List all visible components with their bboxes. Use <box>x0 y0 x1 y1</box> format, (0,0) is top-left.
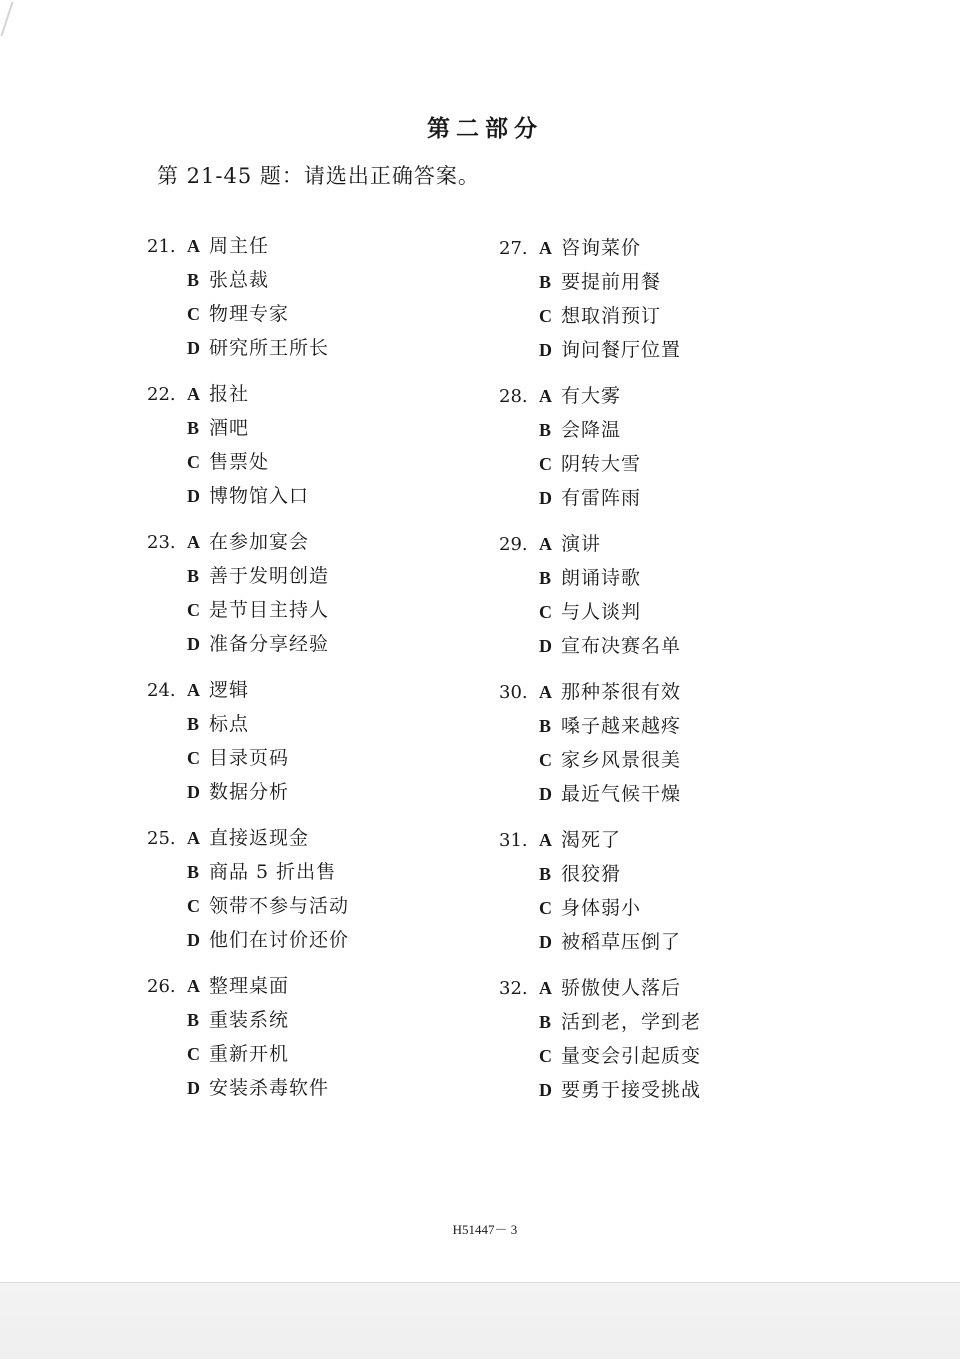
option-letter: B <box>187 714 200 734</box>
question-21 <box>147 232 487 380</box>
question-28 <box>499 382 839 530</box>
option-row <box>147 858 487 892</box>
option-letter: A <box>187 236 200 256</box>
option-text: 安装杀毒软件 <box>209 1077 330 1099</box>
option-text: 渴死了 <box>561 829 622 851</box>
option-text: 整理桌面 <box>209 975 290 997</box>
option-letter: A <box>539 534 552 554</box>
option-letter: B <box>187 418 200 438</box>
option-row <box>147 676 487 710</box>
option-row <box>147 1006 487 1040</box>
option-text: 报社 <box>209 383 250 405</box>
option-row <box>147 630 487 664</box>
option-letter: C <box>539 454 552 474</box>
option-row <box>499 234 839 268</box>
option-row <box>147 266 487 300</box>
question-22 <box>147 380 487 528</box>
scan-bottom-shadow <box>0 1282 960 1359</box>
option-row <box>499 1076 839 1110</box>
option-row <box>499 632 839 666</box>
option-text: 直接返现金 <box>209 827 310 849</box>
question-column-right <box>499 234 839 1122</box>
option-letter: A <box>539 682 552 702</box>
option-letter: D <box>539 636 552 656</box>
option-row <box>147 892 487 926</box>
question-25 <box>147 824 487 972</box>
option-row <box>499 678 839 712</box>
option-row <box>499 302 839 336</box>
option-letter: B <box>187 1010 200 1030</box>
option-letter: A <box>187 384 200 404</box>
option-text: 善于发明创造 <box>209 565 330 587</box>
option-letter: D <box>187 1078 200 1098</box>
question-number: 21. <box>147 236 176 257</box>
option-row <box>499 928 839 962</box>
question-31 <box>499 826 839 974</box>
question-number: 25. <box>147 828 176 849</box>
option-letter: A <box>187 532 200 552</box>
question-number: 24. <box>147 680 176 701</box>
option-text: 很狡猾 <box>561 863 622 885</box>
option-text: 朗诵诗歌 <box>561 567 642 589</box>
question-number: 32. <box>499 978 528 999</box>
option-letter: D <box>539 340 552 360</box>
option-letter: C <box>539 306 552 326</box>
option-letter: A <box>187 680 200 700</box>
option-text: 他们在讨价还价 <box>209 929 350 951</box>
option-text: 演讲 <box>561 533 602 555</box>
option-letter: C <box>187 1044 200 1064</box>
option-text: 有雷阵雨 <box>561 487 642 509</box>
option-text: 那种茶很有效 <box>561 681 682 703</box>
option-letter: A <box>539 386 552 406</box>
option-letter: C <box>187 748 200 768</box>
option-row <box>147 972 487 1006</box>
option-letter: C <box>187 896 200 916</box>
option-letter: B <box>187 270 200 290</box>
option-letter: D <box>187 338 200 358</box>
option-text: 领带不参与活动 <box>209 895 350 917</box>
option-letter: B <box>187 862 200 882</box>
option-text: 酒吧 <box>209 417 250 439</box>
option-row <box>147 926 487 960</box>
option-text: 研究所王所长 <box>209 337 330 359</box>
option-letter: D <box>539 932 552 952</box>
option-text: 阴转大雪 <box>561 453 642 475</box>
option-letter: D <box>539 488 552 508</box>
option-text: 在参加宴会 <box>209 531 310 553</box>
option-text: 嗓子越来越疼 <box>561 715 682 737</box>
option-row <box>147 528 487 562</box>
question-number: 29. <box>499 534 528 555</box>
option-text: 活到老，学到老 <box>561 1011 702 1033</box>
question-27 <box>499 234 839 382</box>
option-text: 标点 <box>209 713 250 735</box>
option-text: 数据分析 <box>209 781 290 803</box>
question-number: 30. <box>499 682 528 703</box>
option-row <box>499 382 839 416</box>
option-letter: A <box>187 976 200 996</box>
option-letter: C <box>187 304 200 324</box>
option-row <box>147 744 487 778</box>
option-row <box>147 710 487 744</box>
question-number: 23. <box>147 532 176 553</box>
option-text: 身体弱小 <box>561 897 642 919</box>
question-number: 22. <box>147 384 176 405</box>
option-row <box>147 414 487 448</box>
option-letter: C <box>539 602 552 622</box>
instruction-text: 第 21-45 题：请选出正确答案。 <box>157 164 480 188</box>
option-row <box>147 482 487 516</box>
question-23 <box>147 528 487 676</box>
option-row <box>147 562 487 596</box>
option-row <box>147 380 487 414</box>
option-letter: C <box>539 1046 552 1066</box>
option-text: 想取消预订 <box>561 305 662 327</box>
option-text: 逻辑 <box>209 679 250 701</box>
option-row <box>499 780 839 814</box>
option-row <box>499 598 839 632</box>
option-row <box>499 860 839 894</box>
option-row <box>499 268 839 302</box>
question-30 <box>499 678 839 826</box>
option-row <box>499 484 839 518</box>
option-letter: B <box>539 272 552 292</box>
option-letter: A <box>187 828 200 848</box>
option-letter: B <box>539 1012 552 1032</box>
option-letter: A <box>539 978 552 998</box>
option-row <box>499 450 839 484</box>
option-text: 要提前用餐 <box>561 271 662 293</box>
option-text: 目录页码 <box>209 747 290 769</box>
option-text: 最近气候干燥 <box>561 783 682 805</box>
option-row <box>499 1008 839 1042</box>
option-text: 有大雾 <box>561 385 622 407</box>
option-text: 量变会引起质变 <box>561 1045 702 1067</box>
option-text: 售票处 <box>209 451 270 473</box>
option-text: 张总裁 <box>209 269 270 291</box>
question-column-left <box>147 232 487 1120</box>
option-letter: D <box>539 1080 552 1100</box>
option-row <box>499 530 839 564</box>
option-letter: C <box>539 750 552 770</box>
option-letter: C <box>187 452 200 472</box>
option-text: 商品 5 折出售 <box>209 861 337 883</box>
option-row <box>499 746 839 780</box>
option-text: 是节目主持人 <box>209 599 330 621</box>
option-text: 宣布决赛名单 <box>561 635 682 657</box>
option-row <box>499 826 839 860</box>
option-text: 家乡风景很美 <box>561 749 682 771</box>
option-row <box>147 1040 487 1074</box>
option-letter: C <box>187 600 200 620</box>
section-title: 第二部分 <box>427 115 543 142</box>
option-row <box>147 448 487 482</box>
question-26 <box>147 972 487 1120</box>
option-text: 与人谈判 <box>561 601 642 623</box>
option-row <box>499 564 839 598</box>
option-row <box>147 778 487 812</box>
option-text: 咨询菜价 <box>561 237 642 259</box>
option-text: 准备分享经验 <box>209 633 330 655</box>
option-letter: D <box>187 486 200 506</box>
option-letter: B <box>539 420 552 440</box>
option-row <box>499 336 839 370</box>
option-row <box>499 416 839 450</box>
option-row <box>499 1042 839 1076</box>
option-text: 被稻草压倒了 <box>561 931 682 953</box>
question-number: 31. <box>499 830 528 851</box>
option-row <box>147 1074 487 1108</box>
option-text: 要勇于接受挑战 <box>561 1079 702 1101</box>
option-letter: B <box>539 716 552 736</box>
option-letter: D <box>187 782 200 802</box>
option-letter: C <box>539 898 552 918</box>
option-row <box>499 894 839 928</box>
option-text: 询问餐厅位置 <box>561 339 682 361</box>
option-letter: D <box>187 930 200 950</box>
option-letter: D <box>539 784 552 804</box>
option-row <box>499 974 839 1008</box>
option-row <box>499 712 839 746</box>
question-24 <box>147 676 487 824</box>
option-letter: A <box>539 238 552 258</box>
option-text: 博物馆入口 <box>209 485 310 507</box>
option-row <box>147 334 487 368</box>
option-text: 物理专家 <box>209 303 290 325</box>
option-text: 会降温 <box>561 419 622 441</box>
option-letter: B <box>539 568 552 588</box>
option-text: 重装系统 <box>209 1009 290 1031</box>
question-number: 27. <box>499 238 528 259</box>
scan-artifact <box>0 2 23 36</box>
option-letter: D <box>187 634 200 654</box>
option-letter: A <box>539 830 552 850</box>
option-row <box>147 824 487 858</box>
question-number: 26. <box>147 976 176 997</box>
page-footer-code: H51447－ 3 <box>452 1222 518 1237</box>
option-text: 周主任 <box>209 235 270 257</box>
option-text: 骄傲使人落后 <box>561 977 682 999</box>
option-row <box>147 300 487 334</box>
option-text: 重新开机 <box>209 1043 290 1065</box>
option-row <box>147 596 487 630</box>
question-29 <box>499 530 839 678</box>
option-letter: B <box>539 864 552 884</box>
question-32 <box>499 974 839 1122</box>
option-row <box>147 232 487 266</box>
question-number: 28. <box>499 386 528 407</box>
option-letter: B <box>187 566 200 586</box>
